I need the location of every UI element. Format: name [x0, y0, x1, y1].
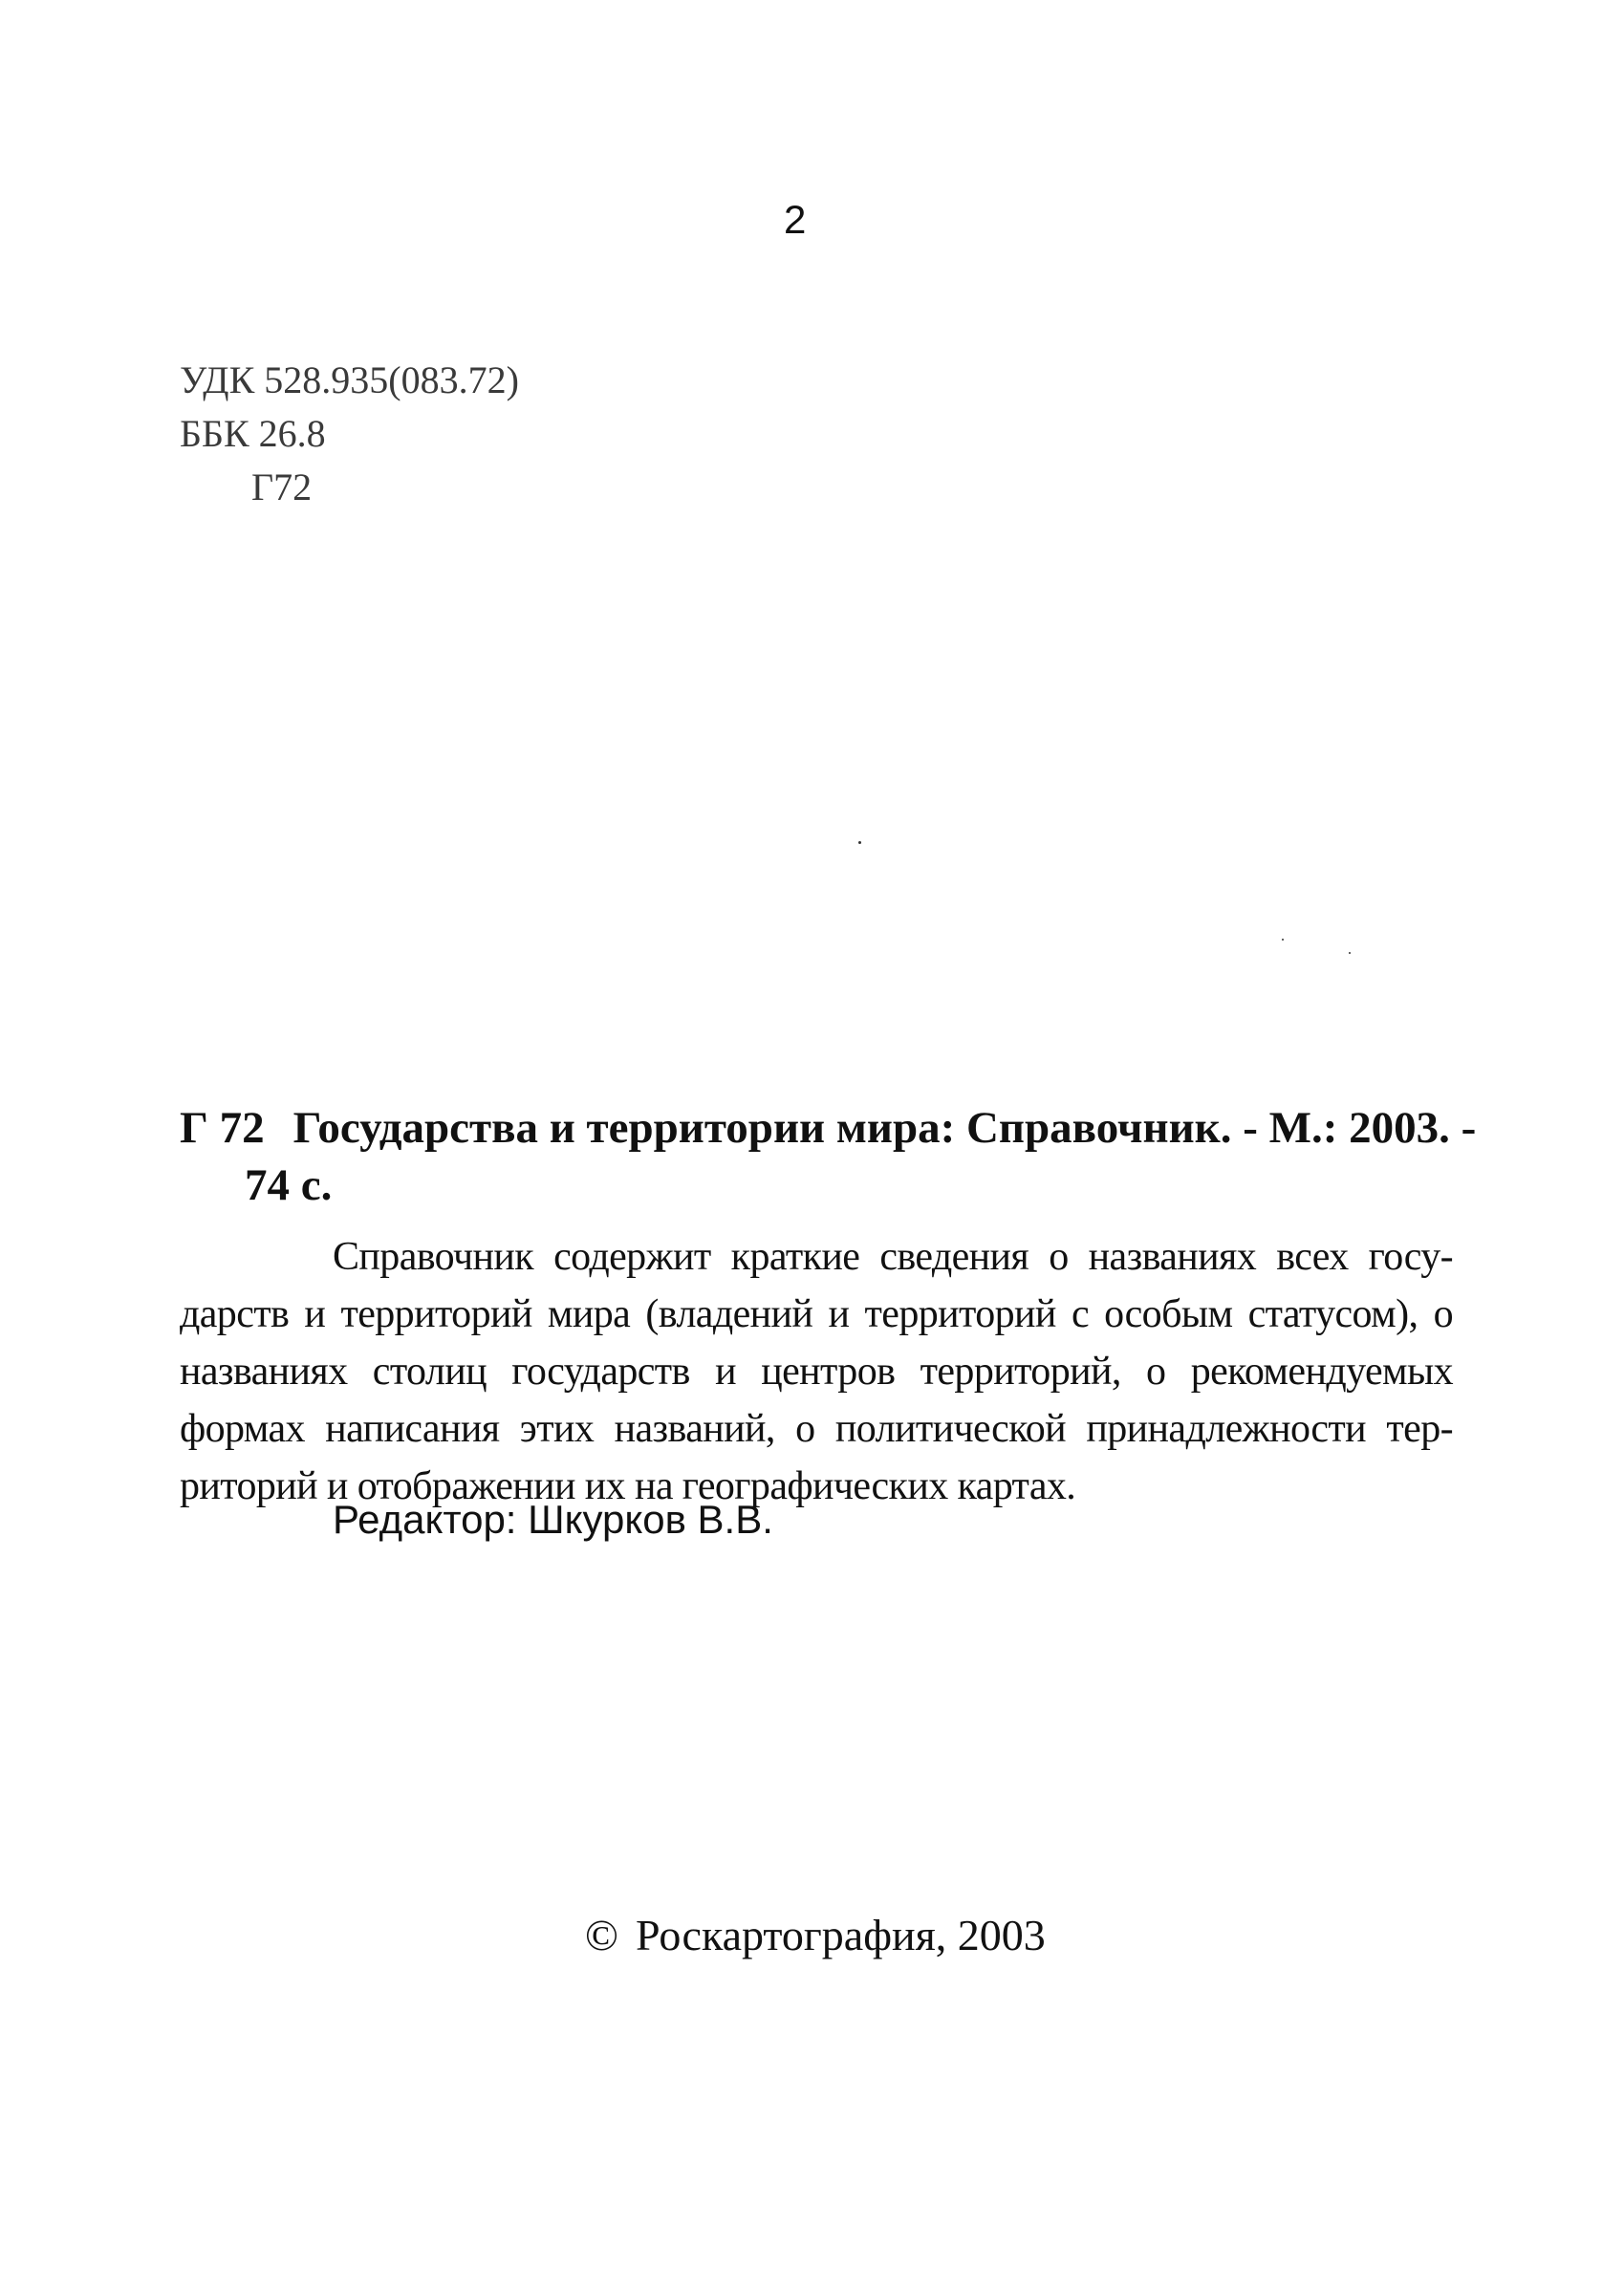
page-number: 2 [784, 197, 807, 242]
udk-code: УДК 528.935(083.72) [180, 358, 519, 401]
bibliographic-citation [180, 1099, 1477, 1214]
catalog-codes [180, 354, 519, 514]
copyright-text: Роскартография, 2003 [635, 1911, 1046, 1959]
abstract-line: риторий и отображении их на географических картах. [180, 1464, 1076, 1508]
citation-first-line [180, 1099, 1477, 1157]
citation-title: Государства и территории мира: Справочник. - М.: 2003. - [292, 1103, 1477, 1153]
copyright-notice [585, 1907, 1046, 1964]
abstract-line: дарств и территорий мира (владений и территорий с особым статусом), о [180, 1292, 1453, 1336]
abstract-paragraph [180, 1228, 1453, 1515]
citation-code: Г 72 [180, 1103, 265, 1153]
citation-pages: 74 с. [245, 1160, 333, 1210]
abstract-line: названиях столиц государств и центров территорий, о рекомендуемых [180, 1350, 1453, 1394]
scan-speck [1282, 939, 1284, 941]
scan-speck [1349, 952, 1351, 954]
editor-credit: Редактор: Шкурков В.В. [333, 1497, 773, 1542]
abstract-line: Справочник содержит краткие сведения о названиях всех госу- [333, 1235, 1453, 1279]
author-mark: Г72 [251, 465, 313, 509]
copyright-icon: © [585, 1911, 618, 1959]
scan-speck [858, 841, 861, 844]
bbk-code: ББК 26.8 [180, 412, 326, 455]
abstract-line: формах написания этих названий, о политической принадлежности тер- [180, 1407, 1453, 1451]
